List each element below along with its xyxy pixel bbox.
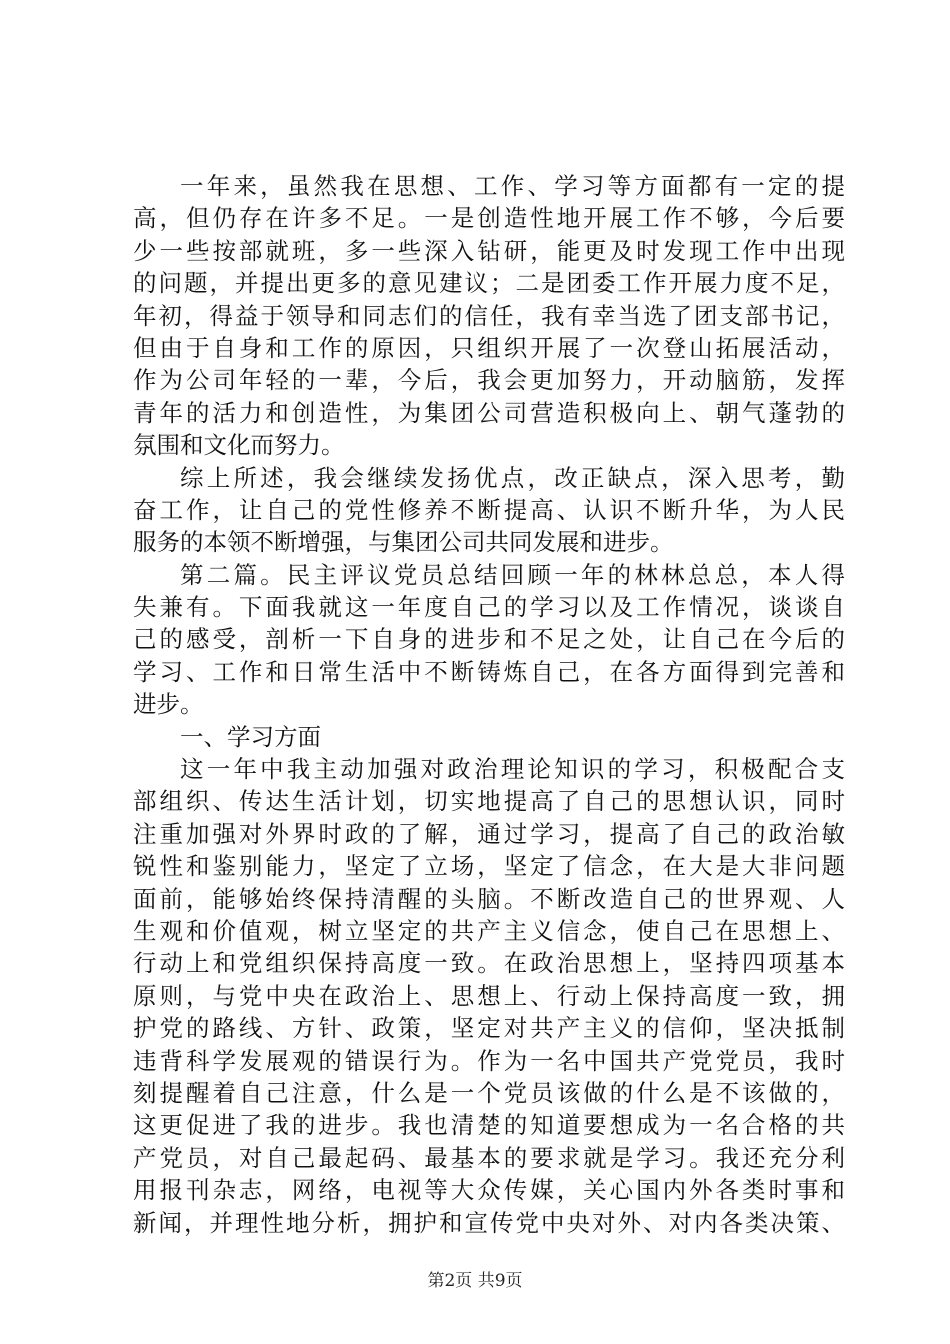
text-line: 刻提醒着自己注意，什么是一个党员该做的什么是不该做的， xyxy=(133,1078,845,1107)
text-line: 原则，与党中央在政治上、思想上、行动上保持高度一致，拥 xyxy=(133,981,845,1010)
body-text xyxy=(133,170,845,1239)
text-line: 这一年中我主动加强对政治理论知识的学习，积极配合支 xyxy=(180,755,845,784)
text-line: 第二篇。民主评议党员总结回顾一年的林林总总，本人得 xyxy=(180,560,845,589)
text-line: 但由于自身和工作的原因，只组织开展了一次登山拓展活动， xyxy=(133,333,845,362)
text-line: 锐性和鉴别能力，坚定了立场，坚定了信念，在大是大非问题 xyxy=(133,852,845,881)
page-number: 第2页 共9页 xyxy=(427,1271,523,1291)
text-line: 部组织、传达生活计划，切实地提高了自己的思想认识，同时 xyxy=(133,787,845,816)
text-line: 生观和价值观，树立坚定的共产主义信念，使自己在思想上、 xyxy=(133,916,845,945)
text-line: 进步。 xyxy=(133,690,204,719)
text-line: 奋工作，让自己的党性修养不断提高、认识不断升华，为人民 xyxy=(133,495,845,524)
text-line: 学习、工作和日常生活中不断铸炼自己，在各方面得到完善和 xyxy=(133,657,845,686)
text-line: 己的感受，剖析一下自身的进步和不足之处，让自己在今后的 xyxy=(133,625,845,654)
text-line: 氛围和文化而努力。 xyxy=(133,431,345,460)
text-line: 的问题，并提出更多的意见建议；二是团委工作开展力度不足， xyxy=(133,269,845,298)
text-line: 行动上和党组织保持高度一致。在政治思想上，坚持四项基本 xyxy=(133,949,845,978)
text-line: 产党员，对自己最起码、最基本的要求就是学习。我还充分利 xyxy=(133,1143,845,1172)
text-line: 违背科学发展观的错误行为。作为一名中国共产党党员，我时 xyxy=(133,1046,845,1075)
text-line: 少一些按部就班，多一些深入钻研，能更及时发现工作中出现 xyxy=(133,236,845,265)
text-line: 失兼有。下面我就这一年度自己的学习以及工作情况，谈谈自 xyxy=(133,593,845,622)
text-line: 新闻，并理性地分析，拥护和宣传党中央对外、对内各类决策、 xyxy=(133,1208,845,1237)
text-line: 一年来，虽然我在思想、工作、学习等方面都有一定的提 xyxy=(180,172,845,200)
section-heading: 一、学习方面 xyxy=(180,722,321,751)
text-line: 综上所述，我会继续发扬优点，改正缺点，深入思考，勤 xyxy=(180,463,845,492)
text-line: 高，但仍存在许多不足。一是创造性地开展工作不够，今后要 xyxy=(133,204,845,233)
text-line: 面前，能够始终保持清醒的头脑。不断改造自己的世界观、人 xyxy=(133,884,845,913)
text-line: 注重加强对外界时政的了解，通过学习，提高了自己的政治敏 xyxy=(133,819,845,848)
text-line: 年初，得益于领导和同志们的信任，我有幸当选了团支部书记， xyxy=(133,301,845,330)
text-line: 青年的活力和创造性，为集团公司营造积极向上、朝气蓬勃的 xyxy=(133,398,845,427)
text-line: 护党的路线、方针、政策，坚定对共产主义的信仰，坚决抵制 xyxy=(133,1014,845,1043)
text-line: 用报刊杂志，网络，电视等大众传媒，关心国内外各类时事和 xyxy=(133,1176,845,1205)
text-line: 服务的本领不断增强，与集团公司共同发展和进步。 xyxy=(133,528,674,557)
text-line: 作为公司年轻的一辈，今后，我会更加努力，开动脑筋，发挥 xyxy=(133,366,845,395)
text-line: 这更促进了我的进步。我也清楚的知道要想成为一名合格的共 xyxy=(133,1111,845,1140)
